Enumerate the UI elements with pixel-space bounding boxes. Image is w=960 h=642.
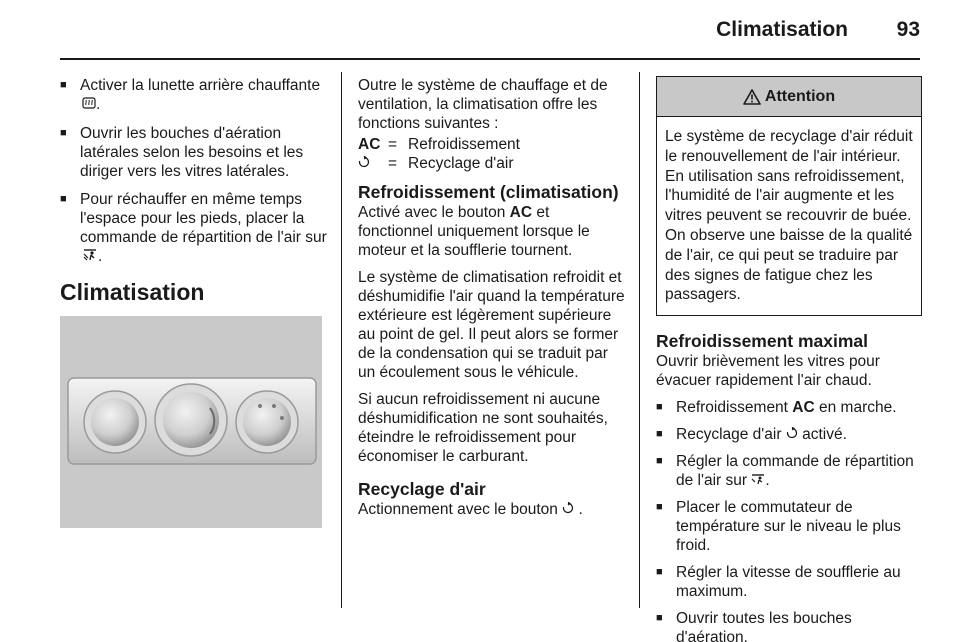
column-right [656,76,922,642]
definition-row: = Recyclage d'air [358,154,626,173]
definition-row: AC = Refroidissement [358,136,520,153]
paragraph: Ouvrir brièvement les vitres pour évacuer rapidement l'air chaud. [656,353,880,390]
column-divider [341,72,342,608]
air-recirculation-icon [562,501,578,518]
attention-header [657,77,921,117]
column-divider [639,72,640,608]
list-item: ■ Pour réchauffer en même temps l'espace pour les pieds, placer la commande de répartition de l'air sur . [60,190,328,267]
section-heading: Refroidissement maximal [656,331,869,352]
paragraph: Le système de climatisation refroidit et déshumidifie l'air quand la température extérieure est légèrement supérieure au point de gel. Il peut alors se former de la condensation qui se traduit par un écoulement sous le véhicule. [358,269,625,381]
attention-box [656,76,922,316]
list-item: ■ Régler la commande de répartition de l'air sur . [656,452,922,490]
section-title: Climatisation [60,279,205,305]
paragraph: Activé avec le bouton AC et fonctionnel uniquement lorsque le moteur et la soufflerie tournent. [358,204,590,259]
list-item: ■ Activer la lunette arrière chauffante . [60,76,328,115]
air-recirculation-icon [786,426,798,443]
page-title: Climatisation [716,18,848,41]
page-number: 93 [896,18,920,41]
rear-window-heating-icon [82,96,96,115]
air-distribution-icon [751,472,765,489]
climate-control-panel-image [60,316,322,528]
list-item: ■ Refroidissement AC en marche. [656,398,922,417]
column-left [60,76,328,528]
section-heading: Recyclage d'air [358,479,486,499]
paragraph: Si aucun refroidissement ni aucune déshumidification ne sont souhaités, éteindre le refroidissement pour économiser le carburant. [358,391,608,465]
attention-title: Attention [764,88,836,105]
list-item: ■ Ouvrir les bouches d'aération latérales selon les besoins et les diriger vers les vitres latérales. [60,124,328,181]
paragraph: Actionnement avec le bouton . [358,501,583,518]
header-rule [60,58,920,60]
warning-triangle-icon [743,89,761,105]
air-distribution-windscreen-footwell-icon [82,248,98,267]
list-item: ■ Placer le commutateur de température sur le niveau le plus froid. [656,498,922,555]
air-recirculation-icon [358,155,370,172]
section-heading: Refroidissement (climatisation) [358,182,619,202]
list-item: ■ Ouvrir toutes les bouches d'aération. [656,609,922,642]
column-middle [358,76,626,527]
intro-paragraph: Outre le système de chauffage et de ventilation, la climatisation offre les fonctions suivantes : [358,77,608,132]
attention-text: Le système de recyclage d'air réduit le renouvellement de l'air intérieur. En utilisation sans refroidissement, l'humidité de l'air augmente et les vitres peuvent se recouvrir de buée. On observe une baisse de la qualité de l'air, ce qui peut se traduire par des signes de fatigue chez les passagers. [665,128,913,304]
list-item: ■ Recyclage d'air activé. [656,425,922,444]
list-item: ■ Régler la vitesse de soufflerie au maximum. [656,563,922,601]
